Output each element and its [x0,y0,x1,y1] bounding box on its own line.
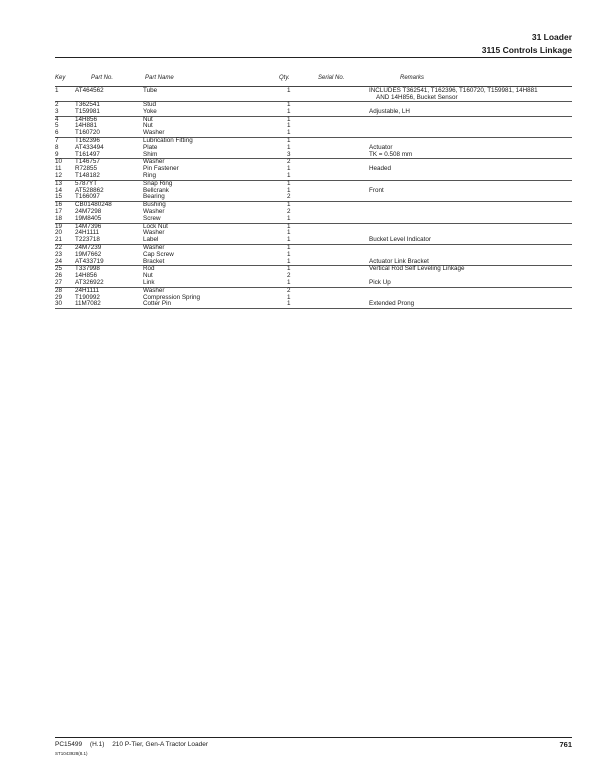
part-number-cell: T148182 [75,171,100,179]
part-name-cell: Washer [143,229,165,237]
key-cell: 16 [55,201,63,209]
key-cell: 12 [55,171,63,179]
part-number-cell: 5787YT [75,179,98,187]
key-cell: 3 [55,107,59,115]
part-number-cell: 14H856 [75,272,98,280]
part-number-cell: T162396 [75,136,100,144]
table-row [55,288,572,295]
quantity-cell: 1 [287,293,291,301]
key-cell: 13 [55,179,63,187]
remarks-cell: Actuator Link Bracket [369,257,429,265]
quantity-cell: 1 [287,186,291,194]
quantity-cell: 1 [287,250,291,258]
table-row [55,173,572,180]
parts-group [55,181,572,202]
quantity-cell: 3 [287,150,291,158]
key-cell: 24 [55,257,63,265]
part-name-cell: Snap Ring [143,179,173,187]
parts-group [55,88,572,102]
quantity-cell: 1 [287,136,291,144]
part-number-cell: T223718 [75,236,100,244]
quantity-cell: 1 [287,222,291,230]
remarks-line: AND 14H856, Bucket Sensor [376,93,458,101]
footer-title: 210 P-Tier, Gen-A Tractor Loader [112,741,209,748]
quantity-cell: 1 [287,101,291,108]
part-name-cell: Nut [143,272,153,280]
key-cell: 9 [55,150,59,158]
part-name-cell: Tube [143,87,158,94]
part-number-cell: 11M7082 [75,300,101,308]
parts-group [55,102,572,117]
parts-group [55,266,572,287]
table-row [55,301,572,308]
key-cell: 19 [55,222,63,230]
part-number-cell: 19M7662 [75,250,102,258]
remarks-cell: TK = 0.508 mm [369,150,413,158]
key-cell: 6 [55,129,59,137]
key-cell: 17 [55,207,63,215]
remarks-cell [369,88,538,102]
key-cell: 7 [55,136,59,144]
key-cell: 25 [55,265,63,273]
part-name-cell: Link [143,278,155,286]
part-name-cell: Yoke [143,107,157,115]
quantity-cell: 1 [287,171,291,179]
part-name-cell: Lubrication Fitting [143,136,193,144]
part-number-cell: AT433719 [75,257,104,265]
part-number-cell: AT528862 [75,186,104,194]
key-cell: 10 [55,158,63,166]
table-row [55,145,572,152]
quantity-cell: 2 [287,272,291,280]
part-number-cell: T166097 [75,193,100,201]
quantity-cell: 1 [287,143,291,151]
parts-group [55,117,572,138]
key-cell: 4 [55,115,59,123]
parts-group [55,202,572,223]
quantity-cell: 2 [287,158,291,166]
remarks-cell: Bucket Level Indicator [369,236,431,244]
table-row [55,230,572,237]
quantity-cell: 1 [287,214,291,222]
part-number-cell: 24M7239 [75,243,102,251]
remarks-cell: Extended Prong [369,300,415,308]
part-number-cell: R72855 [75,165,98,173]
key-cell: 21 [55,236,63,244]
key-cell: 14 [55,186,63,194]
table-row [55,188,572,195]
part-number-cell: 14H856 [75,115,98,123]
key-cell: 1 [55,87,59,94]
part-number-cell: AT464562 [75,87,104,94]
part-name-cell: Washer [143,286,165,294]
table-row [55,152,572,159]
part-number-cell: 24H1111 [75,286,100,294]
table-row [55,117,572,124]
part-name-cell: Compression Spring [143,293,201,301]
part-name-cell: Bracket [143,257,165,265]
key-cell: 2 [55,101,59,108]
table-row [55,252,572,259]
remarks-cell: Headed [369,165,392,173]
key-cell: 8 [55,143,59,151]
footer-doc-info [55,741,208,748]
part-name-cell: Screw [143,214,161,222]
part-number-cell: 24H1111 [75,229,100,237]
table-row [55,259,572,266]
remarks-cell: Front [369,186,384,194]
part-number-cell: T146757 [75,158,100,166]
quantity-cell: 1 [287,265,291,273]
table-row [55,109,572,116]
table-row [55,245,572,252]
col-header-part-name: Part Name [145,75,174,81]
part-name-cell: Cap Screw [143,250,174,258]
quantity-cell: 2 [287,193,291,201]
table-row [55,166,572,173]
part-number-cell: T159981 [75,107,100,115]
parts-group [55,288,572,309]
part-number-cell: AT433494 [75,143,104,151]
parts-group [55,138,572,159]
key-cell: 28 [55,286,63,294]
quantity-cell: 1 [287,107,291,115]
part-name-cell: Washer [143,158,165,166]
part-number-cell: T190992 [75,293,100,301]
parts-group [55,159,572,180]
quantity-cell: 1 [287,236,291,244]
part-name-cell: Washer [143,243,165,251]
key-cell: 18 [55,214,63,222]
col-header-key: Key [55,75,66,81]
part-name-cell: Cotter Pin [143,300,171,308]
section-title: 31 Loader [531,32,572,42]
part-number-cell: 14M7396 [75,222,102,230]
remarks-line: INCLUDES T362541, T162396, T160720, T159981, 14H881 [369,87,538,94]
part-name-cell: Stud [143,101,156,108]
parts-table [55,88,572,309]
remarks-cell: Pick Up [369,278,391,286]
key-cell: 26 [55,272,63,280]
remarks-cell: Vertical Rod Self Leveling Linkage [369,265,465,273]
part-number-cell: T161497 [75,150,100,158]
part-name-cell: Plate [143,143,158,151]
page-number: 761 [559,740,572,749]
part-name-cell: Pin Fastener [143,165,179,173]
part-number-cell: T362541 [75,101,100,108]
quantity-cell: 1 [287,115,291,123]
col-header-serial-no: Serial No. [318,75,345,81]
part-name-cell: Bushing [143,201,166,209]
part-name-cell: Washer [143,207,165,215]
col-header-remarks: Remarks [400,75,425,81]
footer-revision: (H.1) [89,741,105,748]
part-name-cell: Washer [143,129,165,137]
quantity-cell: 2 [287,286,291,294]
subsection-title: 3115 Controls Linkage [481,45,572,55]
part-number-cell: 19M8405 [75,214,102,222]
key-cell: 22 [55,243,63,251]
key-cell: 29 [55,293,63,301]
footer-ref: ST1043928(8.1) [55,751,88,756]
table-row [55,202,572,209]
part-name-cell: Nut [143,122,153,130]
part-number-cell: 24M7298 [75,207,102,215]
quantity-cell: 1 [287,165,291,173]
remarks-cell: Actuator [369,143,393,151]
table-row [55,295,572,302]
key-cell: 20 [55,229,63,237]
quantity-cell: 1 [287,243,291,251]
quantity-cell: 1 [287,278,291,286]
table-row [55,280,572,287]
part-number-cell: CB01480248 [75,201,112,209]
quantity-cell: 1 [287,300,291,308]
table-row [55,224,572,231]
table-row [55,159,572,166]
quantity-cell: 1 [287,179,291,187]
table-row [55,130,572,137]
part-name-cell: Shim [143,150,158,158]
table-row [55,209,572,216]
quantity-cell: 1 [287,87,291,94]
table-row [55,88,572,101]
key-cell: 11 [55,165,62,173]
key-cell: 23 [55,250,63,258]
key-cell: 5 [55,122,59,130]
footer-doc-id: PC15499 [55,741,83,748]
table-row [55,181,572,188]
key-cell: 30 [55,300,63,308]
table-row [55,237,572,244]
footer-rule [55,737,572,738]
table-row [55,123,572,130]
quantity-cell: 1 [287,122,291,130]
table-row [55,216,572,223]
part-number-cell: T337998 [75,265,100,273]
header-rule [55,57,572,58]
table-row [55,102,572,109]
part-name-cell: Bellcrank [143,186,169,194]
part-number-cell: AT326922 [75,278,104,286]
table-row [55,138,572,145]
table-row [55,266,572,273]
part-name-cell: Bearing [143,193,165,201]
table-row [55,273,572,280]
col-header-part-no: Part No. [91,75,114,81]
parts-group [55,245,572,266]
parts-group [55,224,572,245]
quantity-cell: 1 [287,201,291,209]
part-name-cell: Nut [143,115,153,123]
part-number-cell: T160720 [75,129,100,137]
table-row [55,194,572,201]
part-name-cell: Label [143,236,159,244]
quantity-cell: 1 [287,129,291,137]
quantity-cell: 2 [287,207,291,215]
part-name-cell: Lock Nut [143,222,168,230]
part-name-cell: Rod [143,265,155,273]
key-cell: 15 [55,193,63,201]
col-header-qty: Qty. [279,75,290,81]
part-number-cell: 14H881 [75,122,98,130]
remarks-cell: Adjustable, LH [369,107,410,115]
part-name-cell: Ring [143,171,156,179]
quantity-cell: 1 [287,229,291,237]
quantity-cell: 1 [287,257,291,265]
key-cell: 27 [55,278,63,286]
